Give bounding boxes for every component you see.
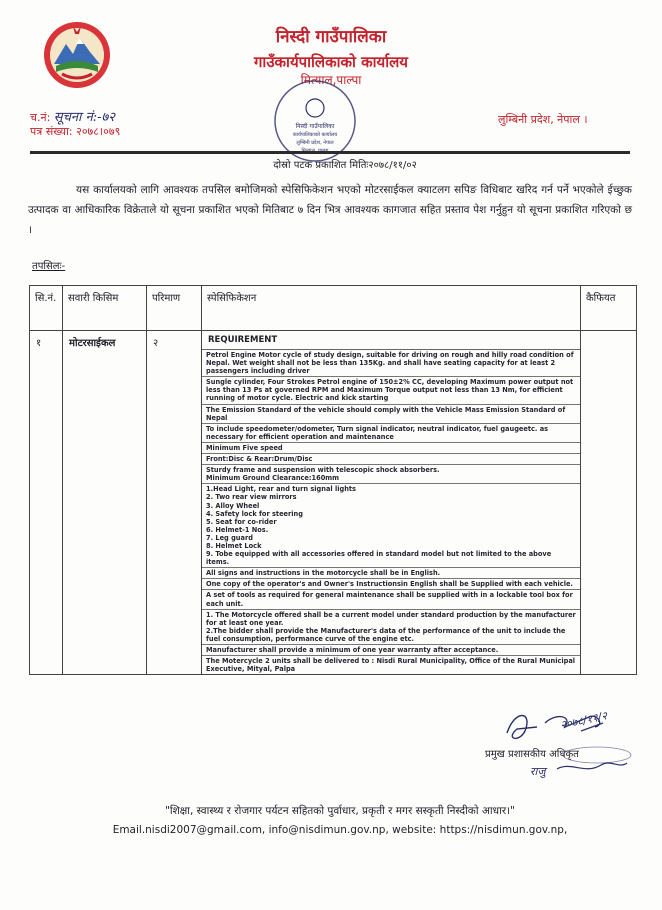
table-row xyxy=(30,331,637,675)
header-specification: स्पेसिफिकेशन xyxy=(202,286,581,331)
specification-table xyxy=(29,285,637,675)
province-label: लुम्बिनी प्रदेश, नेपाल । xyxy=(498,113,588,126)
svg-text:निस्दी गाउँपालिका: निस्दी गाउँपालिका xyxy=(295,123,335,130)
header-quantity: परिमाण xyxy=(147,286,202,331)
signature-date: २०७८/११/२ xyxy=(559,709,609,732)
reference-label: च.नं: xyxy=(30,111,51,124)
footer-contact: Email.nisdi2007@gmail.com, info@nisdimun.gov.np, website: https://nisdimun.gov.np, xyxy=(112,824,568,836)
publication-date: दोस्रो पटक प्रकाशित मितिः२०७८/११/०२ xyxy=(273,160,417,171)
requirement-title: REQUIREMENT xyxy=(202,331,580,350)
requirement-item: 1.Head Light, rear and turn signal lights 2. Two rear view mirrors 3. Alloy Wheel 4. Safety lock for steering 5. Seat for co-rider 6. Helmet-1 Nos. 7. Leg guard 8. Helmet Lock 9. Tobe equipped with all accessories offered in standard model but not limited to the above items. xyxy=(202,484,580,568)
requirement-list xyxy=(202,350,580,674)
requirement-item: All signs and instructions in the motorcycle shall be in English. xyxy=(202,568,580,579)
requirement-item: The Emission Standard of the vehicle should comply with the Vehicle Mass Emission Standard of Nepal xyxy=(202,405,580,424)
requirement-item: To include speedometer/odometer, Turn signal indicator, neutral indicator, fuel gaugeetc. as necessary for efficient operation and maintenance xyxy=(202,424,580,443)
header-vehicle-type: सवारी किसिम xyxy=(63,286,147,331)
reference-value: सूचना नं:-७२ xyxy=(53,110,116,125)
requirement-item: Petrol Engine Motor cycle of study design, suitable for driving on rough and hilly road condition of Nepal. Wet weight shall not be less than 135Kg. and shall have seating capacity for at least 2 passengers including driver xyxy=(202,350,580,377)
notice-body: यस कार्यालयको लागि आवश्यक तपसिल बमोजिमको स्पेसिफिकेशन भएको मोटरसाईकल क्याटलग सपिङ विधिबाट खरिद गर्न पर्ने भएकोले ईच्छुक उत्पादक वा आधिकारिक विक्रेताले यो सूचना प्रकाशित भएको मितिबाट ७ दिन भित्र आवश्यक कागजात सहित प्रस्ताव पेश गर्नुहुन यो सूचना प्रकाशित गरिएको छ । xyxy=(28,184,632,236)
requirement-item: 1. The Motorcycle offered shall be a current model under standard production by the manufacturer for at least one year. 2.The bidder shall provide the Manufacturer's data of the performance of the unit to include the fuel consumption, performance curve of the engine etc. xyxy=(202,610,580,645)
requirement-item: A set of tools as required for general maintenance shall be supplied with in a lockable tool box for each unit. xyxy=(202,590,580,609)
office-title: निस्दी गाउँपालिका xyxy=(275,27,387,47)
reference-line xyxy=(30,107,115,125)
cell-vehicle-type: मोटरसाईकल xyxy=(63,331,147,675)
header-serial: सि.नं. xyxy=(30,286,63,331)
cell-quantity: २ xyxy=(147,331,202,675)
requirement-item: Sungle cylinder, Four Strokes Petrol engine of 150±2% CC, developing Maximum power output not less than 13 Ps at governed RPM and Maximum Torque output not less than 13 Nm, for efficient running of motor cycle. Electric and kick starting xyxy=(202,377,580,404)
nepal-emblem-logo xyxy=(42,20,112,90)
requirement-item: Sturdy frame and suspension with telescopic shock absorbers. Minimum Ground Clearance:160mm xyxy=(202,465,580,484)
cell-specification xyxy=(202,331,581,675)
requirement-item: One copy of the operator's and Owner's Instructionsin English shall be Supplied with each vehicle. xyxy=(202,579,580,590)
requirement-item: Manufacturer shall provide a minimum of one year warranty after acceptance. xyxy=(202,645,580,656)
signatory-name: राजु xyxy=(530,765,546,778)
details-label: तपसिलः- xyxy=(32,261,66,272)
header-remarks: कैफियत xyxy=(581,286,637,331)
requirement-item: Minimum Five speed xyxy=(202,443,580,454)
office-subtitle: गाउँकार्यपालिकाको कार्यालय xyxy=(253,53,408,71)
cell-serial: १ xyxy=(30,331,63,675)
svg-text:लुम्बिनी प्रदेश, नेपाल: लुम्बिनी प्रदेश, नेपाल xyxy=(296,140,334,146)
requirement-item: The Motercycle 2 units shall be delivered to : Nisdi Rural Municipality, Office of the Rural Municipal Executive, Mityal, Palpa xyxy=(206,657,576,674)
table-header-row xyxy=(30,286,637,331)
signatory-title: प्रमुख प्रशासकीय अधिकृत xyxy=(485,749,579,760)
footer-slogan: "शिक्षा, स्वास्थ्य र रोजगार पर्यटन सहितको पुर्वाधार, प्रकृती र मगर सस्कृती निस्दीको आधार।" xyxy=(165,805,515,817)
header-divider xyxy=(30,151,630,154)
requirement-item: Front:Disc & Rear:Drum/Disc xyxy=(202,454,580,465)
letter-number: पत्र संख्या: २०७८।०७९ xyxy=(30,125,121,138)
cell-remarks xyxy=(581,331,637,675)
office-location: मित्याल,पाल्पा xyxy=(300,73,362,87)
svg-text:कार्यपालिकाको कार्यालय: कार्यपालिकाको कार्यालय xyxy=(292,132,338,138)
